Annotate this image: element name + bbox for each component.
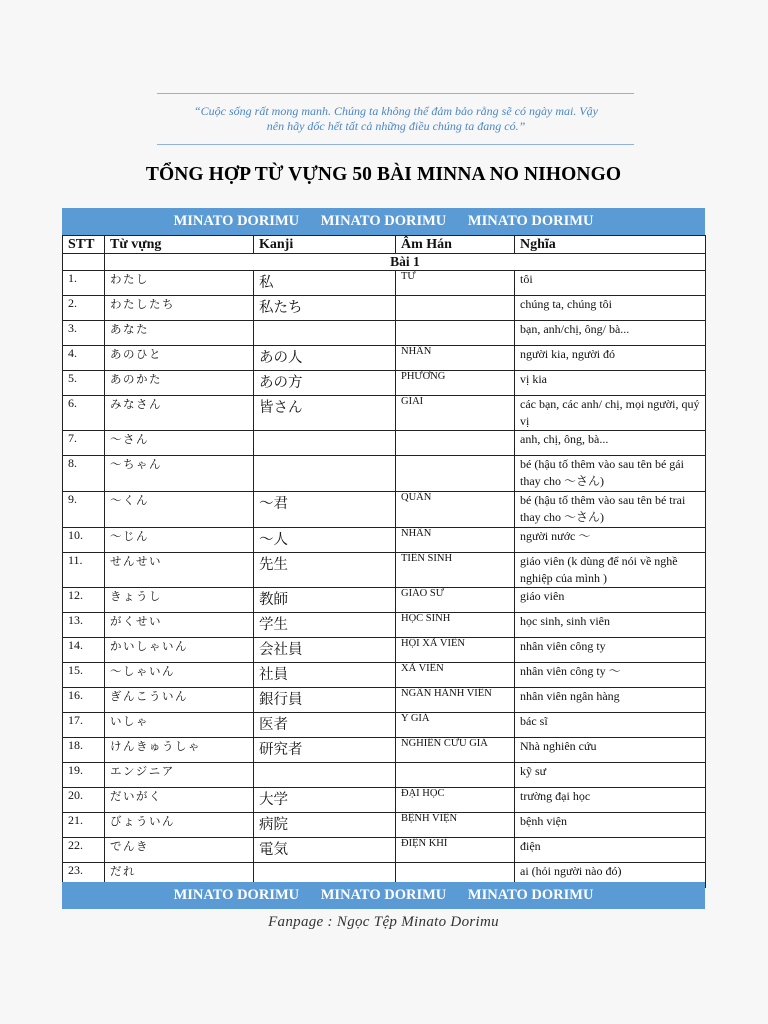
vocab-meaning: tôi xyxy=(515,271,706,296)
vocab-meaning: Nhà nghiên cứu xyxy=(515,738,706,763)
vocab-kana: だいがく xyxy=(105,788,254,813)
row-number: 12. xyxy=(63,588,105,613)
vocab-kana: わたしたち xyxy=(105,296,254,321)
vocab-kanji: ～人 xyxy=(254,528,396,553)
lesson-blank-cell xyxy=(63,254,105,271)
vocab-kana: だれ xyxy=(105,863,254,888)
vocab-kana: でんき xyxy=(105,838,254,863)
vocab-meaning: bệnh viện xyxy=(515,813,706,838)
vocab-meaning: giáo viên (k dùng để nói về nghề nghiệp của mình ) xyxy=(515,553,706,588)
vocab-meaning: người nước ～ xyxy=(515,528,706,553)
row-number: 7. xyxy=(63,431,105,456)
banner-text: MINATO DORIMU xyxy=(173,887,300,903)
vocab-kana: ～くん xyxy=(105,492,254,528)
table-row xyxy=(63,321,706,346)
vocab-kana: せんせい xyxy=(105,553,254,588)
vocab-kanji xyxy=(254,321,396,346)
vocab-meaning: giáo viên xyxy=(515,588,706,613)
vocab-meaning: bạn, anh/chị, ông/ bà... xyxy=(515,321,706,346)
row-number: 21. xyxy=(63,813,105,838)
vocab-kanji xyxy=(254,431,396,456)
vocab-am-han xyxy=(396,321,515,346)
row-number: 5. xyxy=(63,371,105,396)
vocab-kana: ～しゃいん xyxy=(105,663,254,688)
row-number: 15. xyxy=(63,663,105,688)
vocab-am-han: GIAI xyxy=(396,396,515,431)
vocab-meaning: học sinh, sinh viên xyxy=(515,613,706,638)
vocab-kanji: 私 xyxy=(254,271,396,296)
vocab-kana: きょうし xyxy=(105,588,254,613)
vocab-am-han: XÃ VIÊN xyxy=(396,663,515,688)
table-row xyxy=(63,492,706,528)
vocab-kana: ～さん xyxy=(105,431,254,456)
quote-top-rule xyxy=(157,93,634,94)
row-number: 6. xyxy=(63,396,105,431)
vocab-am-han: GIÁO SƯ xyxy=(396,588,515,613)
vocab-meaning: bác sĩ xyxy=(515,713,706,738)
quote-line-1: “Cuộc sống rất mong manh. Chúng ta không thể đảm bảo rằng sẽ có ngày mai. Vậy xyxy=(194,104,598,118)
row-number: 3. xyxy=(63,321,105,346)
vocab-am-han: TIÊN SINH xyxy=(396,553,515,588)
table-row xyxy=(63,271,706,296)
vocab-am-han: ĐIỆN KHÍ xyxy=(396,838,515,863)
row-number: 22. xyxy=(63,838,105,863)
header-vocab: Từ vựng xyxy=(105,236,254,254)
vocab-am-han: BỆNH VIỆN xyxy=(396,813,515,838)
vocab-kana: ～じん xyxy=(105,528,254,553)
vocab-kana: わたし xyxy=(105,271,254,296)
table-row xyxy=(63,638,706,663)
vocab-kanji: 研究者 xyxy=(254,738,396,763)
vocab-kana: けんきゅうしゃ xyxy=(105,738,254,763)
vocab-meaning: nhân viên công ty ～ xyxy=(515,663,706,688)
vocab-am-han xyxy=(396,431,515,456)
vocab-meaning: trường đại học xyxy=(515,788,706,813)
header-am-han: Âm Hán xyxy=(396,236,515,254)
vocab-am-han: Y GIẢ xyxy=(396,713,515,738)
row-number: 13. xyxy=(63,613,105,638)
vocab-kanji: 皆さん xyxy=(254,396,396,431)
vocab-kanji: 大学 xyxy=(254,788,396,813)
table-row xyxy=(63,713,706,738)
fanpage-footer: Fanpage : Ngọc Tệp Minato Dorimu xyxy=(268,914,499,930)
row-number: 11. xyxy=(63,553,105,588)
table-row xyxy=(63,431,706,456)
vocab-kana: びょういん xyxy=(105,813,254,838)
vocab-kanji: 教師 xyxy=(254,588,396,613)
vocab-kana: あなた xyxy=(105,321,254,346)
row-number: 9. xyxy=(63,492,105,528)
page-title: TỔNG HỢP TỪ VỰNG 50 BÀI MINNA NO NIHONGO xyxy=(145,164,622,185)
vocab-meaning: kỹ sư xyxy=(515,763,706,788)
table-row xyxy=(63,456,706,492)
vocab-meaning: vị kia xyxy=(515,371,706,396)
lesson-label: Bài 1 xyxy=(105,254,706,271)
top-banner xyxy=(62,208,705,235)
vocab-kanji: 医者 xyxy=(254,713,396,738)
vocab-kanji xyxy=(254,456,396,492)
bottom-banner xyxy=(62,882,705,909)
vocab-am-han xyxy=(396,763,515,788)
row-number: 8. xyxy=(63,456,105,492)
row-number: 16. xyxy=(63,688,105,713)
table-row xyxy=(63,528,706,553)
vocab-kanji: 社員 xyxy=(254,663,396,688)
vocab-kanji: 私たち xyxy=(254,296,396,321)
row-number: 20. xyxy=(63,788,105,813)
table-row xyxy=(63,371,706,396)
vocab-kanji: ～君 xyxy=(254,492,396,528)
vocab-meaning: điện xyxy=(515,838,706,863)
vocab-am-han: HỌC SINH xyxy=(396,613,515,638)
vocab-kanji: あの方 xyxy=(254,371,396,396)
vocab-meaning: ai (hỏi người nào đó) xyxy=(515,863,706,888)
quote xyxy=(160,104,632,134)
vocabulary-table xyxy=(62,235,706,888)
vocab-kanji: あの人 xyxy=(254,346,396,371)
row-number: 18. xyxy=(63,738,105,763)
vocab-meaning: bé (hậu tố thêm vào sau tên bé trai thay cho ～さん) xyxy=(515,492,706,528)
vocab-kana: みなさん xyxy=(105,396,254,431)
table-row xyxy=(63,296,706,321)
row-number: 23. xyxy=(63,863,105,888)
vocab-am-han: NGÂN HÀNH VIÊN xyxy=(396,688,515,713)
vocab-kana: ぎんこういん xyxy=(105,688,254,713)
vocab-kanji: 学生 xyxy=(254,613,396,638)
table-header-row xyxy=(63,236,706,254)
table-row xyxy=(63,688,706,713)
vocab-kana: あのひと xyxy=(105,346,254,371)
quote-line-2: nên hãy dốc hết tất cả những điều chúng ta đang có.” xyxy=(266,119,526,133)
vocab-kana: ～ちゃん xyxy=(105,456,254,492)
table-row xyxy=(63,738,706,763)
vocab-am-han xyxy=(396,296,515,321)
vocab-am-han: NGHIÊN CỨU GIẢ xyxy=(396,738,515,763)
vocab-kana: いしゃ xyxy=(105,713,254,738)
vocab-kanji: 電気 xyxy=(254,838,396,863)
vocab-meaning: các bạn, các anh/ chị, mọi người, quý vị xyxy=(515,396,706,431)
banner-text: MINATO DORIMU xyxy=(320,887,447,903)
vocab-kanji xyxy=(254,763,396,788)
vocab-kanji: 銀行員 xyxy=(254,688,396,713)
vocab-am-han: QUÂN xyxy=(396,492,515,528)
vocab-kanji: 病院 xyxy=(254,813,396,838)
table-row xyxy=(63,663,706,688)
vocab-am-han xyxy=(396,456,515,492)
table-row xyxy=(63,838,706,863)
vocab-am-han: TƯ xyxy=(396,271,515,296)
table-row xyxy=(63,813,706,838)
vocab-kana: あのかた xyxy=(105,371,254,396)
vocab-meaning: người kia, người đó xyxy=(515,346,706,371)
vocab-kana: エンジニア xyxy=(105,763,254,788)
vocab-kanji: 先生 xyxy=(254,553,396,588)
row-number: 1. xyxy=(63,271,105,296)
vocab-meaning: anh, chị, ông, bà... xyxy=(515,431,706,456)
table-row xyxy=(63,396,706,431)
vocab-am-han: HỘI XÃ VIÊN xyxy=(396,638,515,663)
banner-text: MINATO DORIMU xyxy=(173,213,300,229)
vocab-meaning: bé (hậu tố thêm vào sau tên bé gái thay cho ～さん) xyxy=(515,456,706,492)
header-meaning: Nghĩa xyxy=(515,236,706,254)
vocab-kana: がくせい xyxy=(105,613,254,638)
row-number: 4. xyxy=(63,346,105,371)
vocab-am-han: ĐẠI HỌC xyxy=(396,788,515,813)
table-row xyxy=(63,346,706,371)
banner-text: MINATO DORIMU xyxy=(320,213,447,229)
quote-bottom-rule xyxy=(157,144,634,145)
vocab-am-han: NHÂN xyxy=(396,346,515,371)
header-kanji: Kanji xyxy=(254,236,396,254)
header-stt: STT xyxy=(63,236,105,254)
banner-text: MINATO DORIMU xyxy=(467,213,594,229)
table-row xyxy=(63,613,706,638)
row-number: 14. xyxy=(63,638,105,663)
row-number: 2. xyxy=(63,296,105,321)
table-row xyxy=(63,788,706,813)
vocab-am-han: NHÂN xyxy=(396,528,515,553)
vocab-meaning: chúng ta, chúng tôi xyxy=(515,296,706,321)
lesson-row xyxy=(63,254,706,271)
vocab-kanji: 会社員 xyxy=(254,638,396,663)
row-number: 19. xyxy=(63,763,105,788)
table-row xyxy=(63,553,706,588)
vocab-am-han: PHƯƠNG xyxy=(396,371,515,396)
row-number: 17. xyxy=(63,713,105,738)
table-row xyxy=(63,763,706,788)
table-row xyxy=(63,588,706,613)
vocab-meaning: nhân viên công ty xyxy=(515,638,706,663)
row-number: 10. xyxy=(63,528,105,553)
table-body xyxy=(63,254,706,888)
banner-text: MINATO DORIMU xyxy=(467,887,594,903)
vocab-meaning: nhân viên ngân hàng xyxy=(515,688,706,713)
vocab-kana: かいしゃいん xyxy=(105,638,254,663)
